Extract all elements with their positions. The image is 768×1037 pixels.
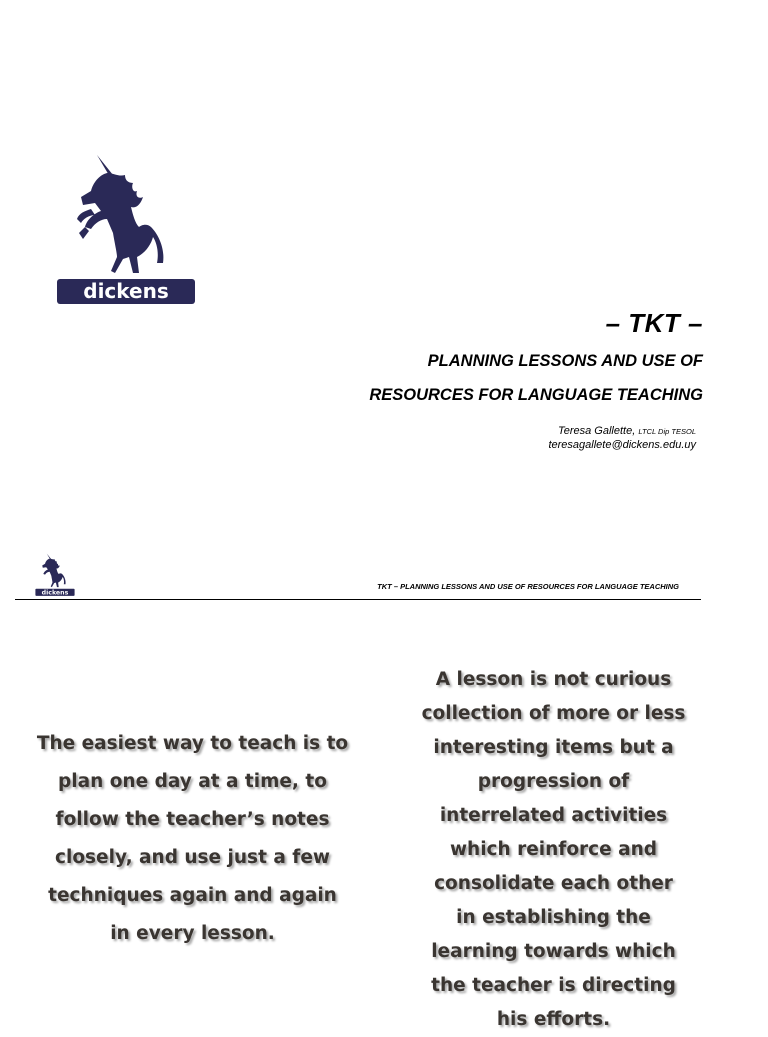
logo-wordmark: dickens: [83, 279, 169, 303]
running-header: TKT – PLANNING LESSONS AND USE OF RESOURCES FOR LANGUAGE TEACHING: [377, 582, 679, 591]
quote-right: [405, 663, 702, 1037]
quote-line: consolidate each other: [434, 873, 673, 894]
quote-line: the teacher is directing: [431, 975, 676, 996]
quote-line: A lesson is not curious: [435, 669, 672, 690]
dickens-logo-small: [34, 553, 76, 597]
quote-line: his efforts.: [496, 1009, 611, 1030]
quote-line: plan one day at a time, to: [58, 771, 327, 792]
quote-line: progression of: [477, 771, 630, 792]
quote-line: follow the teacher’s notes: [55, 809, 330, 830]
unicorn-logo-icon: [55, 153, 197, 308]
author-credentials: LTCL Dip TESOL: [638, 427, 696, 436]
quote-line: which reinforce and: [449, 839, 658, 860]
page-title: – TKT –: [605, 308, 703, 338]
quote-line: in every lesson.: [110, 923, 275, 944]
logo-small-wordmark: dickens: [41, 589, 69, 597]
unicorn-logo-small-icon: [34, 553, 76, 597]
dickens-logo: [55, 153, 197, 308]
quote-line: learning towards which: [431, 941, 676, 962]
quote-line: interesting items but a: [433, 737, 674, 758]
author-name: Teresa Gallette,: [558, 425, 636, 437]
author-line: [420, 425, 696, 437]
quote-line: The easiest way to teach is to: [36, 733, 349, 754]
subtitle-line-1: PLANNING LESSONS AND USE OF: [427, 352, 703, 370]
quote-line: interrelated activities: [439, 805, 668, 826]
header-divider: [15, 599, 701, 600]
quote-line: in establishing the: [456, 907, 651, 928]
author-email: teresagallete@dickens.edu.uy: [548, 439, 696, 451]
subtitle-line-2: RESOURCES FOR LANGUAGE TEACHING: [369, 386, 703, 404]
quote-line: closely, and use just a few: [55, 847, 330, 868]
quote-left: [30, 725, 355, 953]
quote-line: techniques again and again: [48, 885, 337, 906]
quote-line: collection of more or less: [421, 703, 686, 724]
